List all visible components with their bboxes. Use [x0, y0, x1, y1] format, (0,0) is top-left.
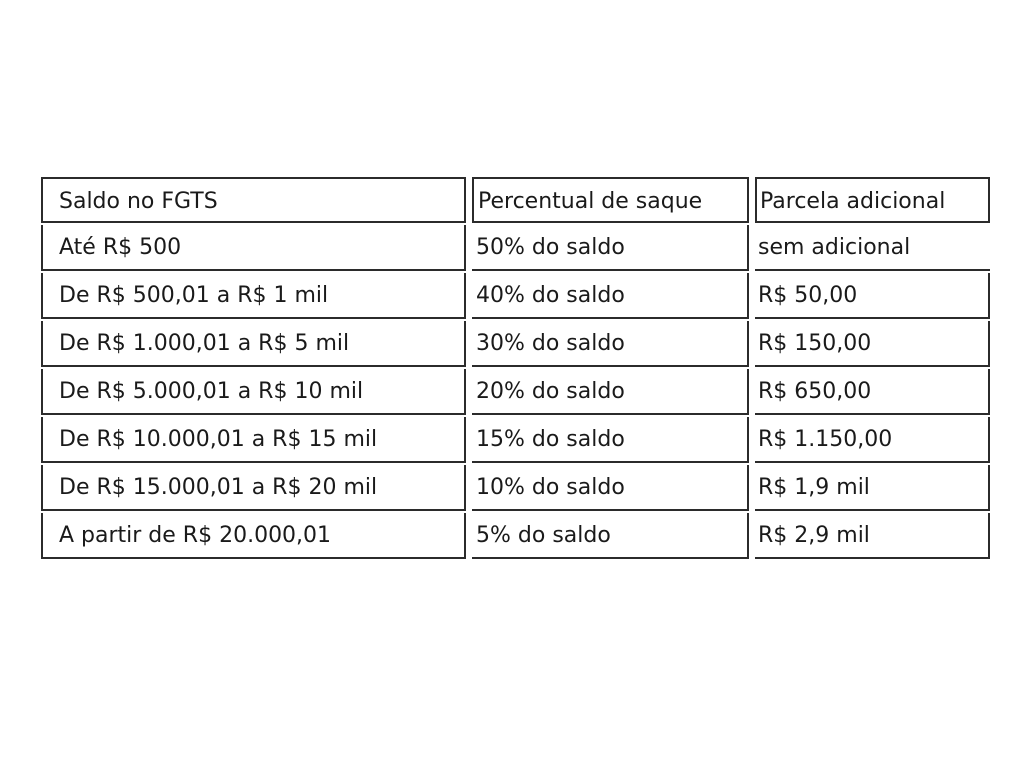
table-cell-parcela: R$ 650,00	[755, 369, 990, 415]
table-cell-parcela: R$ 150,00	[755, 321, 990, 367]
table-row	[41, 369, 991, 417]
table-cell-parcela: R$ 2,9 mil	[755, 513, 990, 559]
table-cell-parcela: sem adicional	[755, 225, 990, 271]
table-row	[41, 465, 991, 513]
table-cell-percentual: 5% do saldo	[472, 513, 749, 559]
table-cell-saldo: A partir de R$ 20.000,01	[41, 513, 466, 559]
table-row	[41, 417, 991, 465]
table-cell-saldo: De R$ 5.000,01 a R$ 10 mil	[41, 369, 466, 415]
table-cell-saldo: De R$ 500,01 a R$ 1 mil	[41, 273, 466, 319]
fgts-withdrawal-table	[41, 177, 991, 561]
table-cell-saldo: Até R$ 500	[41, 225, 466, 271]
table-cell-saldo: De R$ 15.000,01 a R$ 20 mil	[41, 465, 466, 511]
header-saldo: Saldo no FGTS	[41, 177, 466, 223]
table-cell-parcela: R$ 50,00	[755, 273, 990, 319]
table-cell-percentual: 15% do saldo	[472, 417, 749, 463]
table-cell-parcela: R$ 1,9 mil	[755, 465, 990, 511]
header-parcela: Parcela adicional	[755, 177, 990, 223]
table-cell-saldo: De R$ 10.000,01 a R$ 15 mil	[41, 417, 466, 463]
table-cell-percentual: 50% do saldo	[472, 225, 749, 271]
table-row	[41, 225, 991, 273]
table-row	[41, 273, 991, 321]
table-row	[41, 513, 991, 561]
table-row	[41, 321, 991, 369]
table-cell-percentual: 20% do saldo	[472, 369, 749, 415]
table-cell-saldo: De R$ 1.000,01 a R$ 5 mil	[41, 321, 466, 367]
table-cell-percentual: 40% do saldo	[472, 273, 749, 319]
table-cell-percentual: 30% do saldo	[472, 321, 749, 367]
table-cell-parcela: R$ 1.150,00	[755, 417, 990, 463]
table-cell-percentual: 10% do saldo	[472, 465, 749, 511]
table-header-row	[41, 177, 991, 225]
header-percentual: Percentual de saque	[472, 177, 749, 223]
